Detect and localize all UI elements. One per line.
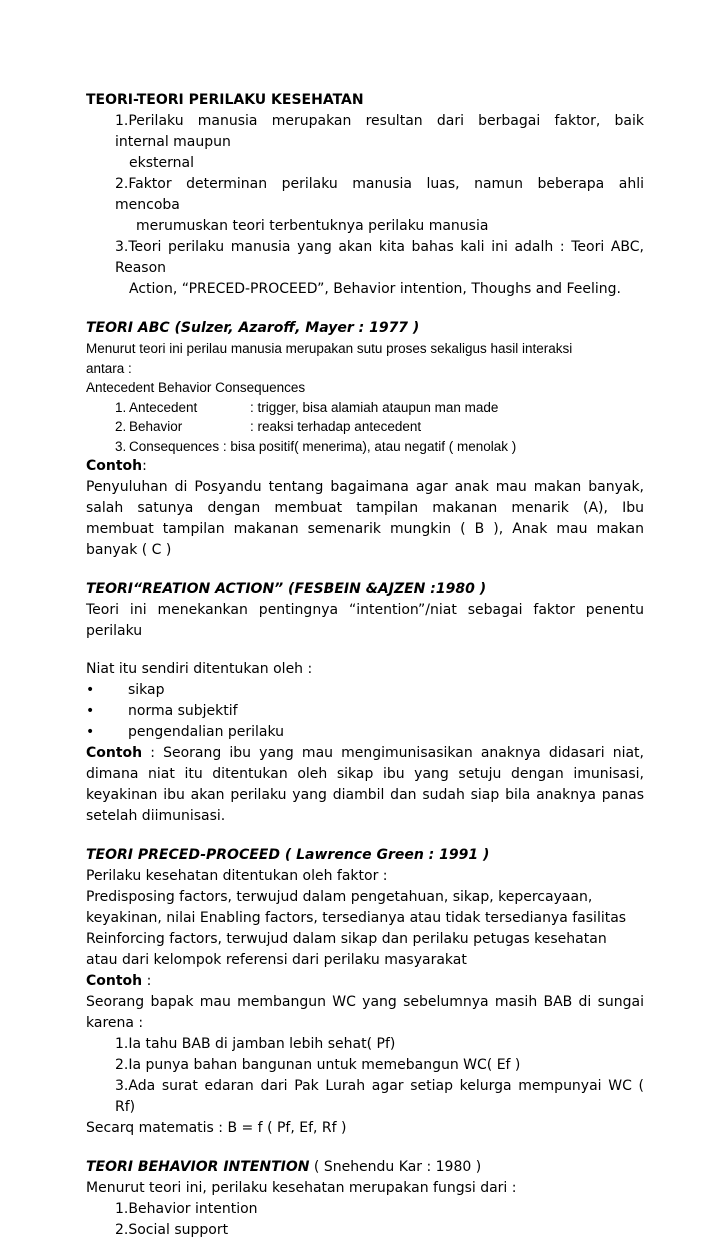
list-number: 2. [115,419,127,434]
list-item: 2.Ia punya bahan bangunan untuk memebangun WC( Ef ) [115,1057,521,1073]
bullet-icon: • [86,703,95,719]
contoh-label: Contoh [86,973,143,989]
paragraph-line: Penyuluhan di Posyandu tentang bagaimana agar anak mau makan banyak, [86,479,644,495]
contoh-label: Contoh [86,745,143,761]
paragraph-line: keyakinan, nilai Enabling factors, tersedianya atau tidak tersedianya fasilitas [86,910,627,926]
list-item-line: 1.Perilaku manusia merupakan resultan dari berbagai faktor, baik [115,113,644,129]
list-item [86,437,644,457]
paragraph-line: setelah diimunisasi. [86,808,226,824]
list-item-line: 2.Faktor determinan perilaku manusia luas, namun beberapa ahli [115,176,644,192]
section-title-source: ( Snehendu Kar : 1980 ) [309,1159,482,1175]
section-title-preced-proceed: TEORI PRECED-PROCEED ( Lawrence Green : 1991 ) [86,847,490,863]
paragraph-line: banyak ( C ) [86,542,172,558]
bullet-text: pengendalian perilaku [128,724,285,740]
list-item-line: Rf) [115,1099,136,1115]
list-item [86,111,644,174]
section-title-behavior-intention: TEORI BEHAVIOR INTENTION [86,1159,310,1175]
paragraph-line: karena : [86,1015,144,1031]
contoh-colon: : [142,973,152,989]
contoh-colon: : [142,458,147,474]
paragraph-line: Reinforcing factors, terwujud dalam sikap dan perilaku petugas kesehatan [86,931,607,947]
abc-list [86,398,644,457]
list-item: 1.Behavior intention [115,1201,258,1217]
paragraph-line: perilaku [86,623,143,639]
list-item [86,398,644,418]
list-item-line: Action, “PRECED-PROCEED”, Behavior intention, Thoughs and Feeling. [129,281,621,297]
list-item [86,174,644,237]
section-title-reation-action: TEORI“REATION ACTION” (FESBEIN &AJZEN :1980 ) [86,581,487,597]
paragraph-line [86,743,644,764]
bullet-item [86,680,644,701]
list-item-line: eksternal [129,155,194,171]
formula-line: Secarq matematis : B = f ( Pf, Ef, Rf ) [86,1120,347,1136]
list-number: 3. [115,438,127,454]
bullet-text: norma subjektif [128,703,238,719]
paragraph-line: Menurut teori ini perilau manusia merupakan sutu proses sekaligus hasil interaksi [86,341,573,356]
document-page [86,90,644,1241]
paragraph-line: Menurut teori ini, perilaku kesehatan merupakan fungsi dari : [86,1180,517,1196]
list-item-line: Reason [115,260,167,276]
paragraph-line: Teori ini menekankan pentingnya “intention”/niat sebagai faktor penentu [86,602,644,618]
numbered-list [86,111,644,300]
paragraph-line: Predisposing factors, terwujud dalam pengetahuan, sikap, kepercayaan, [86,889,593,905]
list-desc: : reaksi terhadap antecedent [250,419,422,434]
section-title-teori-perilaku: TEORI-TEORI PERILAKU KESEHATAN [86,92,364,108]
paragraph-line: dimana niat itu ditentukan oleh sikap ibu yang setuju dengan imunisasi, [86,766,644,782]
list-term: Consequences [129,438,220,454]
list-item-line: merumuskan teori terbentuknya perilaku manusia [136,218,489,234]
paragraph-line: membuat tampilan makanan semenarik mungkin ( B ), Anak mau makan [86,521,644,537]
paragraph-line: Perilaku kesehatan ditentukan oleh faktor : [86,868,388,884]
list-term: Antecedent [129,399,198,415]
list-item: 1.Ia tahu BAB di jamban lebih sehat( Pf) [115,1036,396,1052]
list-item-line: mencoba [115,197,180,213]
list-desc: : trigger, bisa alamiah ataupun man made [250,399,499,415]
paragraph-line: antara : [86,360,132,376]
list-number: 1. [115,399,127,415]
bullet-text: sikap [128,682,165,698]
list-item-line: 3.Teori perilaku manusia yang akan kita bahas kali ini adalh : Teori ABC, [115,239,644,255]
paragraph-line: Antecedent Behavior Consequences [86,380,306,395]
paragraph-line: keyakinan ibu akan perilaku yang diambil dan sudah siap bila anaknya panas [86,787,644,803]
paragraph-line: atau dari kelompok referensi dari perilaku masyarakat [86,952,467,968]
list-item: 3.Ada surat edaran dari Pak Lurah agar setiap kelurga mempunyai WC ( [115,1078,644,1094]
paragraph-text: : Seorang ibu yang mau mengimunisasikan anaknya didasari niat, [142,745,644,761]
bullet-item [86,722,644,743]
section-title-teori-abc: TEORI ABC (Sulzer, Azaroff, Mayer : 1977 ) [86,320,420,336]
list-item [86,417,644,437]
list-item-line: internal maupun [115,134,231,150]
bullet-icon: • [86,682,95,698]
list-term: Behavior [129,419,183,434]
bullet-icon: • [86,724,95,740]
bullet-item [86,701,644,722]
paragraph-line: Niat itu sendiri ditentukan oleh : [86,661,313,677]
paragraph-line: Seorang bapak mau membangun WC yang sebelumnya masih BAB di sungai [86,994,644,1010]
list-desc: : bisa positif( menerima), atau negatif ( menolak ) [222,438,517,454]
paragraph-line: salah satunya dengan membuat tampilan makanan menarik (A), Ibu [86,500,644,516]
section-heading-behavior-intention [86,1157,644,1178]
contoh-label: Contoh [86,458,143,474]
list-item: 2.Social support [115,1222,229,1238]
bullet-list [86,680,644,743]
list-item [86,237,644,300]
